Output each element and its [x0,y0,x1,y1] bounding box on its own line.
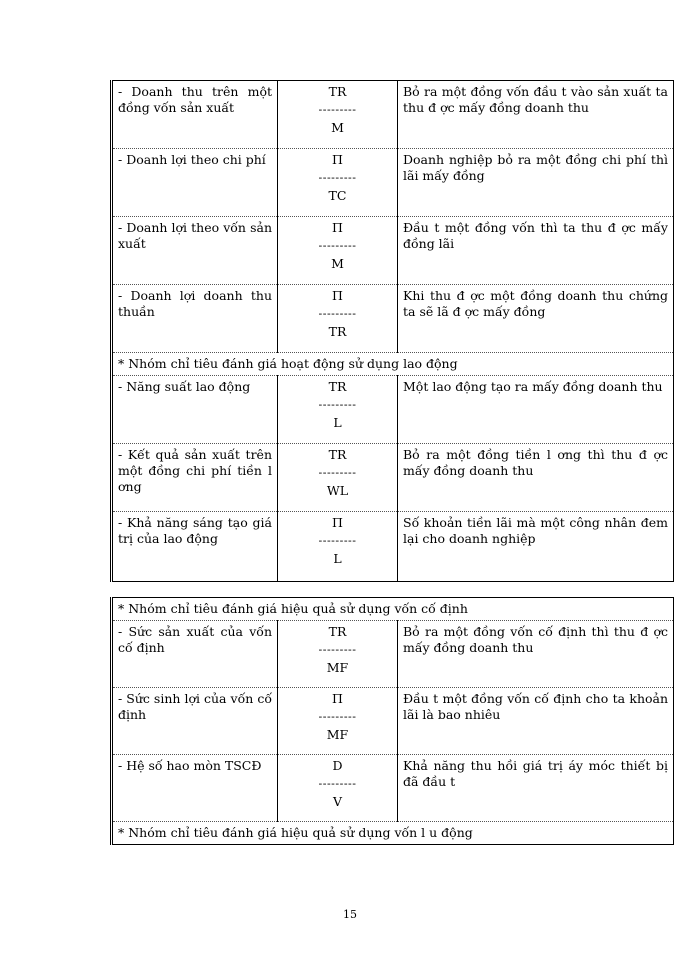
indicator-meaning: Đầu t một đồng vốn cố định cho ta khoản lãi là bao nhiêu [398,688,674,755]
fraction-bar: --------- [318,398,357,411]
indicator-name: - Năng suất lao động [112,376,278,444]
formula [278,512,398,582]
formula-denominator: L [333,551,342,566]
table-row [112,81,674,149]
formula-numerator: TR [328,84,347,99]
formula-denominator: MF [326,660,349,675]
table-row [112,512,674,582]
indicator-meaning: Bỏ ra một đồng vốn đầu t vào sản xuất ta thu đ ợc mấy đồng doanh thu [398,81,674,149]
fraction-bar: --------- [318,643,357,656]
formula-denominator: L [333,415,342,430]
formula [278,149,398,217]
formula [278,81,398,149]
formula-numerator: Π [332,152,343,167]
indicator-table-1 [110,80,674,582]
indicator-table-2 [110,597,674,845]
indicator-meaning: Khi thu đ ợc một đồng doanh thu chứng ta sẽ lã đ ợc mấy đồng [398,285,674,353]
formula-numerator: TR [328,379,347,394]
group-header: * Nhóm chỉ tiêu đánh giá hiệu quả sử dụng vốn l u động [112,822,674,845]
table-row [112,285,674,353]
table-row [112,444,674,512]
table-row [112,688,674,755]
group-header: * Nhóm chỉ tiêu đánh giá hiệu quả sử dụng vốn cố định [112,598,674,621]
formula-denominator: WL [326,483,349,498]
group-header-row [112,353,674,376]
fraction-bar: --------- [318,103,357,116]
formula [278,376,398,444]
indicator-name: - Doanh lợi doanh thu thuần [112,285,278,353]
formula-denominator: MF [326,727,349,742]
formula-numerator: TR [328,624,347,639]
formula-denominator: M [331,256,344,271]
fraction-bar: --------- [318,534,357,547]
table-row [112,149,674,217]
indicator-meaning: Một lao động tạo ra mấy đồng doanh thu [398,376,674,444]
table-row [112,755,674,822]
indicator-meaning: Bỏ ra một đồng vốn cố định thì thu đ ợc mấy đồng doanh thu [398,621,674,688]
indicator-meaning: Bỏ ra một đồng tiền l ơng thì thu đ ợc mấy đồng doanh thu [398,444,674,512]
formula [278,285,398,353]
table-row [112,217,674,285]
fraction-bar: --------- [318,466,357,479]
group-header-row [112,822,674,845]
formula-denominator: TR [328,324,347,339]
indicator-name: - Khả năng sáng tạo giá trị của lao động [112,512,278,582]
fraction-bar: --------- [318,777,357,790]
formula [278,444,398,512]
formula [278,688,398,755]
indicator-name: - Doanh lợi theo vốn sản xuất [112,217,278,285]
formula [278,217,398,285]
indicator-name: - Sức sản xuất của vốn cố định [112,621,278,688]
formula-numerator: Π [332,220,343,235]
indicator-meaning: Khả năng thu hồi giá trị áy móc thiết bị đã đầu t [398,755,674,822]
indicator-name: - Doanh thu trên một đồng vốn sản xuất [112,81,278,149]
formula-numerator: D [332,758,343,773]
indicator-name: - Sức sinh lợi của vốn cố định [112,688,278,755]
indicator-name: - Hệ số hao mòn TSCĐ [112,755,278,822]
formula-denominator: TC [328,188,347,203]
fraction-bar: --------- [318,307,357,320]
formula-numerator: TR [328,447,347,462]
table-row [112,621,674,688]
indicator-meaning: Số khoản tiền lãi mà một công nhân đem lại cho doanh nghiệp [398,512,674,582]
formula-numerator: Π [332,691,343,706]
formula [278,621,398,688]
group-header: * Nhóm chỉ tiêu đánh giá hoạt động sử dụng lao động [112,353,674,376]
fraction-bar: --------- [318,710,357,723]
indicator-meaning: Đầu t một đồng vốn thì ta thu đ ợc mấy đồng lãi [398,217,674,285]
formula [278,755,398,822]
table-row [112,376,674,444]
fraction-bar: --------- [318,239,357,252]
fraction-bar: --------- [318,171,357,184]
indicator-name: - Doanh lợi theo chi phí [112,149,278,217]
group-header-row [112,598,674,621]
formula-denominator: M [331,120,344,135]
indicator-name: - Kết quả sản xuất trên một đồng chi phí tiền l ơng [112,444,278,512]
formula-numerator: Π [332,515,343,530]
formula-numerator: Π [332,288,343,303]
page-number: 15 [343,908,357,921]
formula-denominator: V [332,794,343,809]
indicator-meaning: Doanh nghiệp bỏ ra một đồng chi phí thì lãi mấy đồng [398,149,674,217]
